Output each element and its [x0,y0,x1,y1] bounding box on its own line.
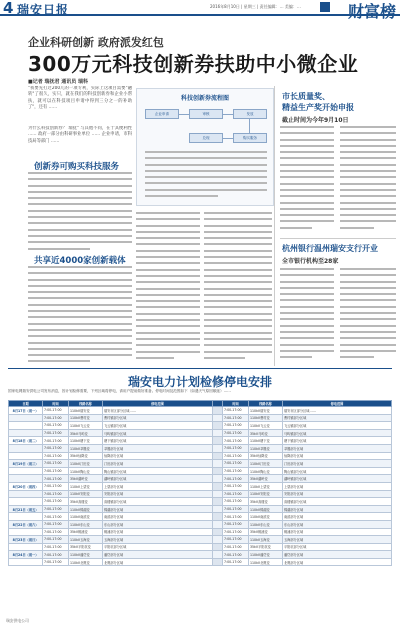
side-story-2-body-a [280,268,334,364]
line-cell: 35kV仙降变 [249,452,283,460]
line-cell: 35kV平阳坑变 [249,543,283,551]
line-cell: 110kV瑞安变 [249,407,283,415]
time-cell: 7:00-17:00 [223,558,249,566]
time-cell: 7:00-17:00 [223,513,249,521]
lead-headline[interactable]: 300万元科技创新券扶助中小微企业 [28,52,359,76]
flow-arrow [223,114,233,115]
column-header: 线路名称 [69,401,103,407]
time-cell: 7:00-17:00 [223,414,249,422]
body-column-3 [204,212,272,364]
range-cell: 玉海部分区域 [103,536,213,544]
column-header: 停电范围 [283,401,392,407]
outage-table [8,400,392,566]
line-cell: 110kV锦湖变 [69,505,103,513]
table-row [9,528,392,536]
table-row [9,543,392,551]
range-cell: 湖岭镇部分区域 [103,475,213,483]
column-header: 日期 [9,401,43,407]
line-cell: 110kV塘下变 [69,437,103,445]
lead-intro-2: 为什么科技创新券？ 瑞抚" 与其他不同，在于其便利性 …… 政府一部分由科研事业单位 …… 企业申请，市科技局等部门 …… [28,126,132,144]
time-cell: 7:00-17:00 [43,452,69,460]
table-row [9,429,392,437]
date-cell: 8月19日（周三） [9,460,43,468]
date-cell [9,414,43,422]
line-cell: 35kV桐浦变 [69,528,103,536]
table-row [9,536,392,544]
side-story-1-subtitle: 截止时间为今年9月10日 [282,117,349,124]
time-cell: 7:00-17:00 [43,520,69,528]
time-cell: 7:00-17:00 [43,513,69,521]
table-row [9,482,392,490]
spacer-cell [213,452,223,460]
range-cell: 南滨部分区域 [103,513,213,521]
flow-chart [136,88,274,206]
subhead-shared: 共享近4000家创新载体 [34,256,126,266]
time-cell: 7:00-17:00 [43,444,69,452]
table-row [9,437,392,445]
spacer-cell [213,498,223,506]
date-cell: 8月17日（周一） [9,407,43,415]
time-cell: 7:00-17:00 [43,505,69,513]
time-cell: 7:00-17:00 [223,551,249,559]
table-row [9,452,392,460]
range-cell: 潘岱部分区域 [283,551,392,559]
line-cell: 110kV北麂变 [249,558,283,566]
range-cell: 锦湖部分区域 [103,505,213,513]
time-cell: 7:00-17:00 [223,452,249,460]
date-cell [9,558,43,566]
line-cell: 35kV马屿变 [69,429,103,437]
flow-node: 兑现 [189,133,223,143]
time-cell: 7:00-17:00 [223,422,249,430]
range-cell: 飞云镇部分区域 [283,422,392,430]
time-cell: 7:00-17:00 [223,528,249,536]
range-cell: 北麂部分区域 [283,558,392,566]
spacer-cell [213,482,223,490]
range-cell: 潘岱部分区域 [103,551,213,559]
body-column-1a [28,172,132,252]
flow-node: 购买服务 [233,133,267,143]
time-cell: 7:00-17:00 [43,482,69,490]
page-number: 4 [3,0,14,17]
date-cell: 8月24日（周一） [9,551,43,559]
line-cell: 35kV桐浦变 [249,528,283,536]
line-cell: 110kV塘下变 [249,437,283,445]
line-cell: 35kV马屿变 [249,429,283,437]
range-cell: 莘塍部分区域 [103,444,213,452]
time-cell: 7:00-17:00 [43,528,69,536]
range-cell: 塘下镇部分区域 [103,437,213,445]
flow-node: 发放 [233,109,267,119]
date-cell [9,452,43,460]
spacer-cell [213,490,223,498]
spacer-cell [213,520,223,528]
line-cell: 110kV潘岱变 [249,551,283,559]
range-cell: 陶山镇部分区域 [103,467,213,475]
column-header: 时间 [43,401,69,407]
spacer-cell [213,444,223,452]
spacer-cell [213,505,223,513]
time-cell: 7:00-17:00 [43,467,69,475]
spacer-cell [213,460,223,468]
line-cell: 110kV南滨变 [69,513,103,521]
section-marker [320,2,330,12]
range-cell: 瑞安市区部分区域…… [103,407,213,415]
date-cell [9,429,43,437]
flow-node: 审核 [189,109,223,119]
side-story-2-body-b [340,268,396,364]
date-cell [9,475,43,483]
date-cell [9,498,43,506]
range-cell: 桐浦部分区域 [103,528,213,536]
table-row [9,513,392,521]
side-story-1-title-line-2[interactable]: 精益生产奖开始申报 [282,103,354,112]
time-cell: 7:00-17:00 [223,482,249,490]
line-cell: 110kV潘岱变 [69,551,103,559]
date-cell: 8月21日（周五） [9,505,43,513]
time-cell: 7:00-17:00 [43,490,69,498]
line-cell: 35kV高楼变 [249,498,283,506]
range-cell: 飞云镇部分区域 [103,422,213,430]
column-header: 停电范围 [103,401,213,407]
range-cell: 曹村镇部分区域 [103,414,213,422]
range-cell: 汀田部分区域 [283,460,392,468]
line-cell: 35kV高楼变 [69,498,103,506]
table-row [9,475,392,483]
table-row [9,414,392,422]
range-cell: 仙降部分区域 [283,452,392,460]
lead-intro: "我要先打过200几的一项专利，实际上这项目需要"融转"了很久，实只，就在我们的科技创新券和企业小帮扶，就可以在科技项目申请中得到三分之一的补助了"，还有 …… [28,86,132,110]
lead-byline: ■记者 瑞抚君 通讯员 瑞科 [28,79,88,85]
flow-node: 企业申请 [145,109,179,119]
line-cell: 110kV安阳变 [249,490,283,498]
date-cell [9,513,43,521]
spacer-cell [213,437,223,445]
line-cell: 110kV莘塍变 [249,444,283,452]
range-cell: 高楼镇部分区域 [103,498,213,506]
time-cell: 7:00-17:00 [223,543,249,551]
side-story-2-subtitle: 全市银行机构至28家 [282,258,339,265]
date-cell: 8月22日（周六） [9,520,43,528]
table-row [9,460,392,468]
table-row [9,422,392,430]
side-divider [280,238,396,239]
range-cell: 平阳坑部分区域 [103,543,213,551]
time-cell: 7:00-17:00 [223,437,249,445]
side-story-1-body-a [280,126,334,236]
date-cell [9,490,43,498]
body-column-1b [28,266,132,366]
table-row [9,444,392,452]
column-divider [274,86,275,366]
spacer-cell [213,475,223,483]
edition-info: 2016年8月10日 | 星期三 | 责任编辑：… 美编：… [210,4,301,9]
table-row [9,558,392,566]
spacer-cell [213,551,223,559]
line-cell: 110kV南滨变 [249,513,283,521]
time-cell: 7:00-17:00 [223,429,249,437]
lead-kicker: 企业科研创新 政府派发红包 [28,36,164,49]
time-cell: 7:00-17:00 [43,551,69,559]
body-column-2 [136,212,200,364]
line-cell: 110kV汀田变 [249,460,283,468]
table-row [9,490,392,498]
date-cell: 8月20日（周四） [9,482,43,490]
paper-name: 瑞安日报 [17,3,70,17]
range-cell: 上望部分区域 [103,482,213,490]
time-cell: 7:00-17:00 [43,429,69,437]
date-cell [9,528,43,536]
table-row [9,407,392,415]
side-story-1-body-b [340,126,396,236]
subhead-innovation: 创新券可购买科技服务 [34,162,120,172]
range-cell: 湖岭镇部分区域 [283,475,392,483]
time-cell: 7:00-17:00 [223,467,249,475]
line-cell: 110kV上望变 [69,482,103,490]
date-cell [9,444,43,452]
spacer-cell [213,513,223,521]
column-header: 线路名称 [249,401,283,407]
time-cell: 7:00-17:00 [43,407,69,415]
time-cell: 7:00-17:00 [223,475,249,483]
flow-arrow [179,114,189,115]
footer-note: 瑞安供电公司 [6,618,29,623]
time-cell: 7:00-17:00 [43,422,69,430]
table-intro: 国家电网瑞安供电公司发布消息，因计划检修需要，下列区域将停电，请用户提前做好准备。停电时间及范围如下（如遇天气原因顺延）…… [8,389,231,393]
spacer-cell [213,422,223,430]
date-cell: 8月18日（周二） [9,437,43,445]
range-cell: 安阳部分区域 [103,490,213,498]
line-cell: 110kV莘塍变 [69,444,103,452]
side-story-2-title[interactable]: 杭州银行温州瑞安支行开业 [282,244,378,253]
line-cell: 110kV玉海变 [69,536,103,544]
spacer-cell [213,558,223,566]
line-cell: 110kV瑞安变 [69,407,103,415]
range-cell: 南滨部分区域 [283,513,392,521]
date-cell: 8月23日（周日） [9,536,43,544]
range-cell: 上望部分区域 [283,482,392,490]
range-cell: 马屿镇部分区域 [283,429,392,437]
range-cell: 汀田部分区域 [103,460,213,468]
range-cell: 桐浦部分区域 [283,528,392,536]
line-cell: 110kV汀田变 [69,460,103,468]
time-cell: 7:00-17:00 [223,460,249,468]
line-cell: 110kV北麂变 [69,558,103,566]
range-cell: 平阳坑部分区域 [283,543,392,551]
time-cell: 7:00-17:00 [223,536,249,544]
table-row [9,498,392,506]
masthead [0,0,400,21]
spacer-cell [213,467,223,475]
line-cell: 35kV平阳坑变 [69,543,103,551]
flow-chart-title: 科技创新券流程图 [180,95,229,102]
range-cell: 北麂部分区域 [103,558,213,566]
line-cell: 110kV东山变 [249,520,283,528]
time-cell: 7:00-17:00 [43,543,69,551]
range-cell: 玉海部分区域 [283,536,392,544]
table-row [9,467,392,475]
time-cell: 7:00-17:00 [223,407,249,415]
spacer-cell [213,414,223,422]
range-cell: 瑞安市区部分区域…… [283,407,392,415]
date-cell [9,422,43,430]
time-cell: 7:00-17:00 [43,536,69,544]
spacer-cell [213,543,223,551]
time-cell: 7:00-17:00 [43,498,69,506]
time-cell: 7:00-17:00 [43,437,69,445]
table-row [9,520,392,528]
table-row [9,551,392,559]
range-cell: 陶山镇部分区域 [283,467,392,475]
line-cell: 110kV锦湖变 [249,505,283,513]
range-cell: 莘塍部分区域 [283,444,392,452]
flow-arrow [249,119,250,133]
line-cell: 110kV陶山变 [249,467,283,475]
line-cell: 110kV陶山变 [69,467,103,475]
date-cell [9,467,43,475]
line-cell: 110kV安阳变 [69,490,103,498]
time-cell: 7:00-17:00 [223,444,249,452]
table-top-rule [8,368,392,369]
flow-details [145,151,267,201]
line-cell: 110kV飞云变 [69,422,103,430]
date-cell [9,543,43,551]
time-cell: 7:00-17:00 [43,475,69,483]
time-cell: 7:00-17:00 [223,505,249,513]
line-cell: 110kV曹村变 [69,414,103,422]
side-story-1-title-line-1[interactable]: 市长质量奖、 [282,92,330,101]
spacer-cell [213,407,223,415]
range-cell: 高楼镇部分区域 [283,498,392,506]
time-cell: 7:00-17:00 [223,520,249,528]
time-cell: 7:00-17:00 [223,498,249,506]
line-cell: 35kV仙降变 [69,452,103,460]
line-cell: 110kV玉海变 [249,536,283,544]
line-cell: 110kV东山变 [69,520,103,528]
time-cell: 7:00-17:00 [43,460,69,468]
range-cell: 曹村镇部分区域 [283,414,392,422]
time-cell: 7:00-17:00 [223,490,249,498]
column-header: 时间 [223,401,249,407]
line-cell: 110kV上望变 [249,482,283,490]
table-title: 瑞安电力计划检修停电安排 [127,375,272,389]
line-cell: 35kV湖岭变 [249,475,283,483]
range-cell: 东山部分区域 [283,520,392,528]
time-cell: 7:00-17:00 [43,558,69,566]
range-cell: 塘下镇部分区域 [283,437,392,445]
range-cell: 仙降部分区域 [103,452,213,460]
spacer-cell [213,528,223,536]
line-cell: 110kV曹村变 [249,414,283,422]
spacer-cell [213,429,223,437]
range-cell: 马屿镇部分区域 [103,429,213,437]
section-name: 财富榜 [347,2,396,21]
range-cell: 锦湖部分区域 [283,505,392,513]
line-cell: 35kV湖岭变 [69,475,103,483]
range-cell: 东山部分区域 [103,520,213,528]
flow-arrow [223,138,233,139]
range-cell: 安阳部分区域 [283,490,392,498]
spacer-cell [213,536,223,544]
table-row [9,505,392,513]
time-cell: 7:00-17:00 [43,414,69,422]
line-cell: 110kV飞云变 [249,422,283,430]
